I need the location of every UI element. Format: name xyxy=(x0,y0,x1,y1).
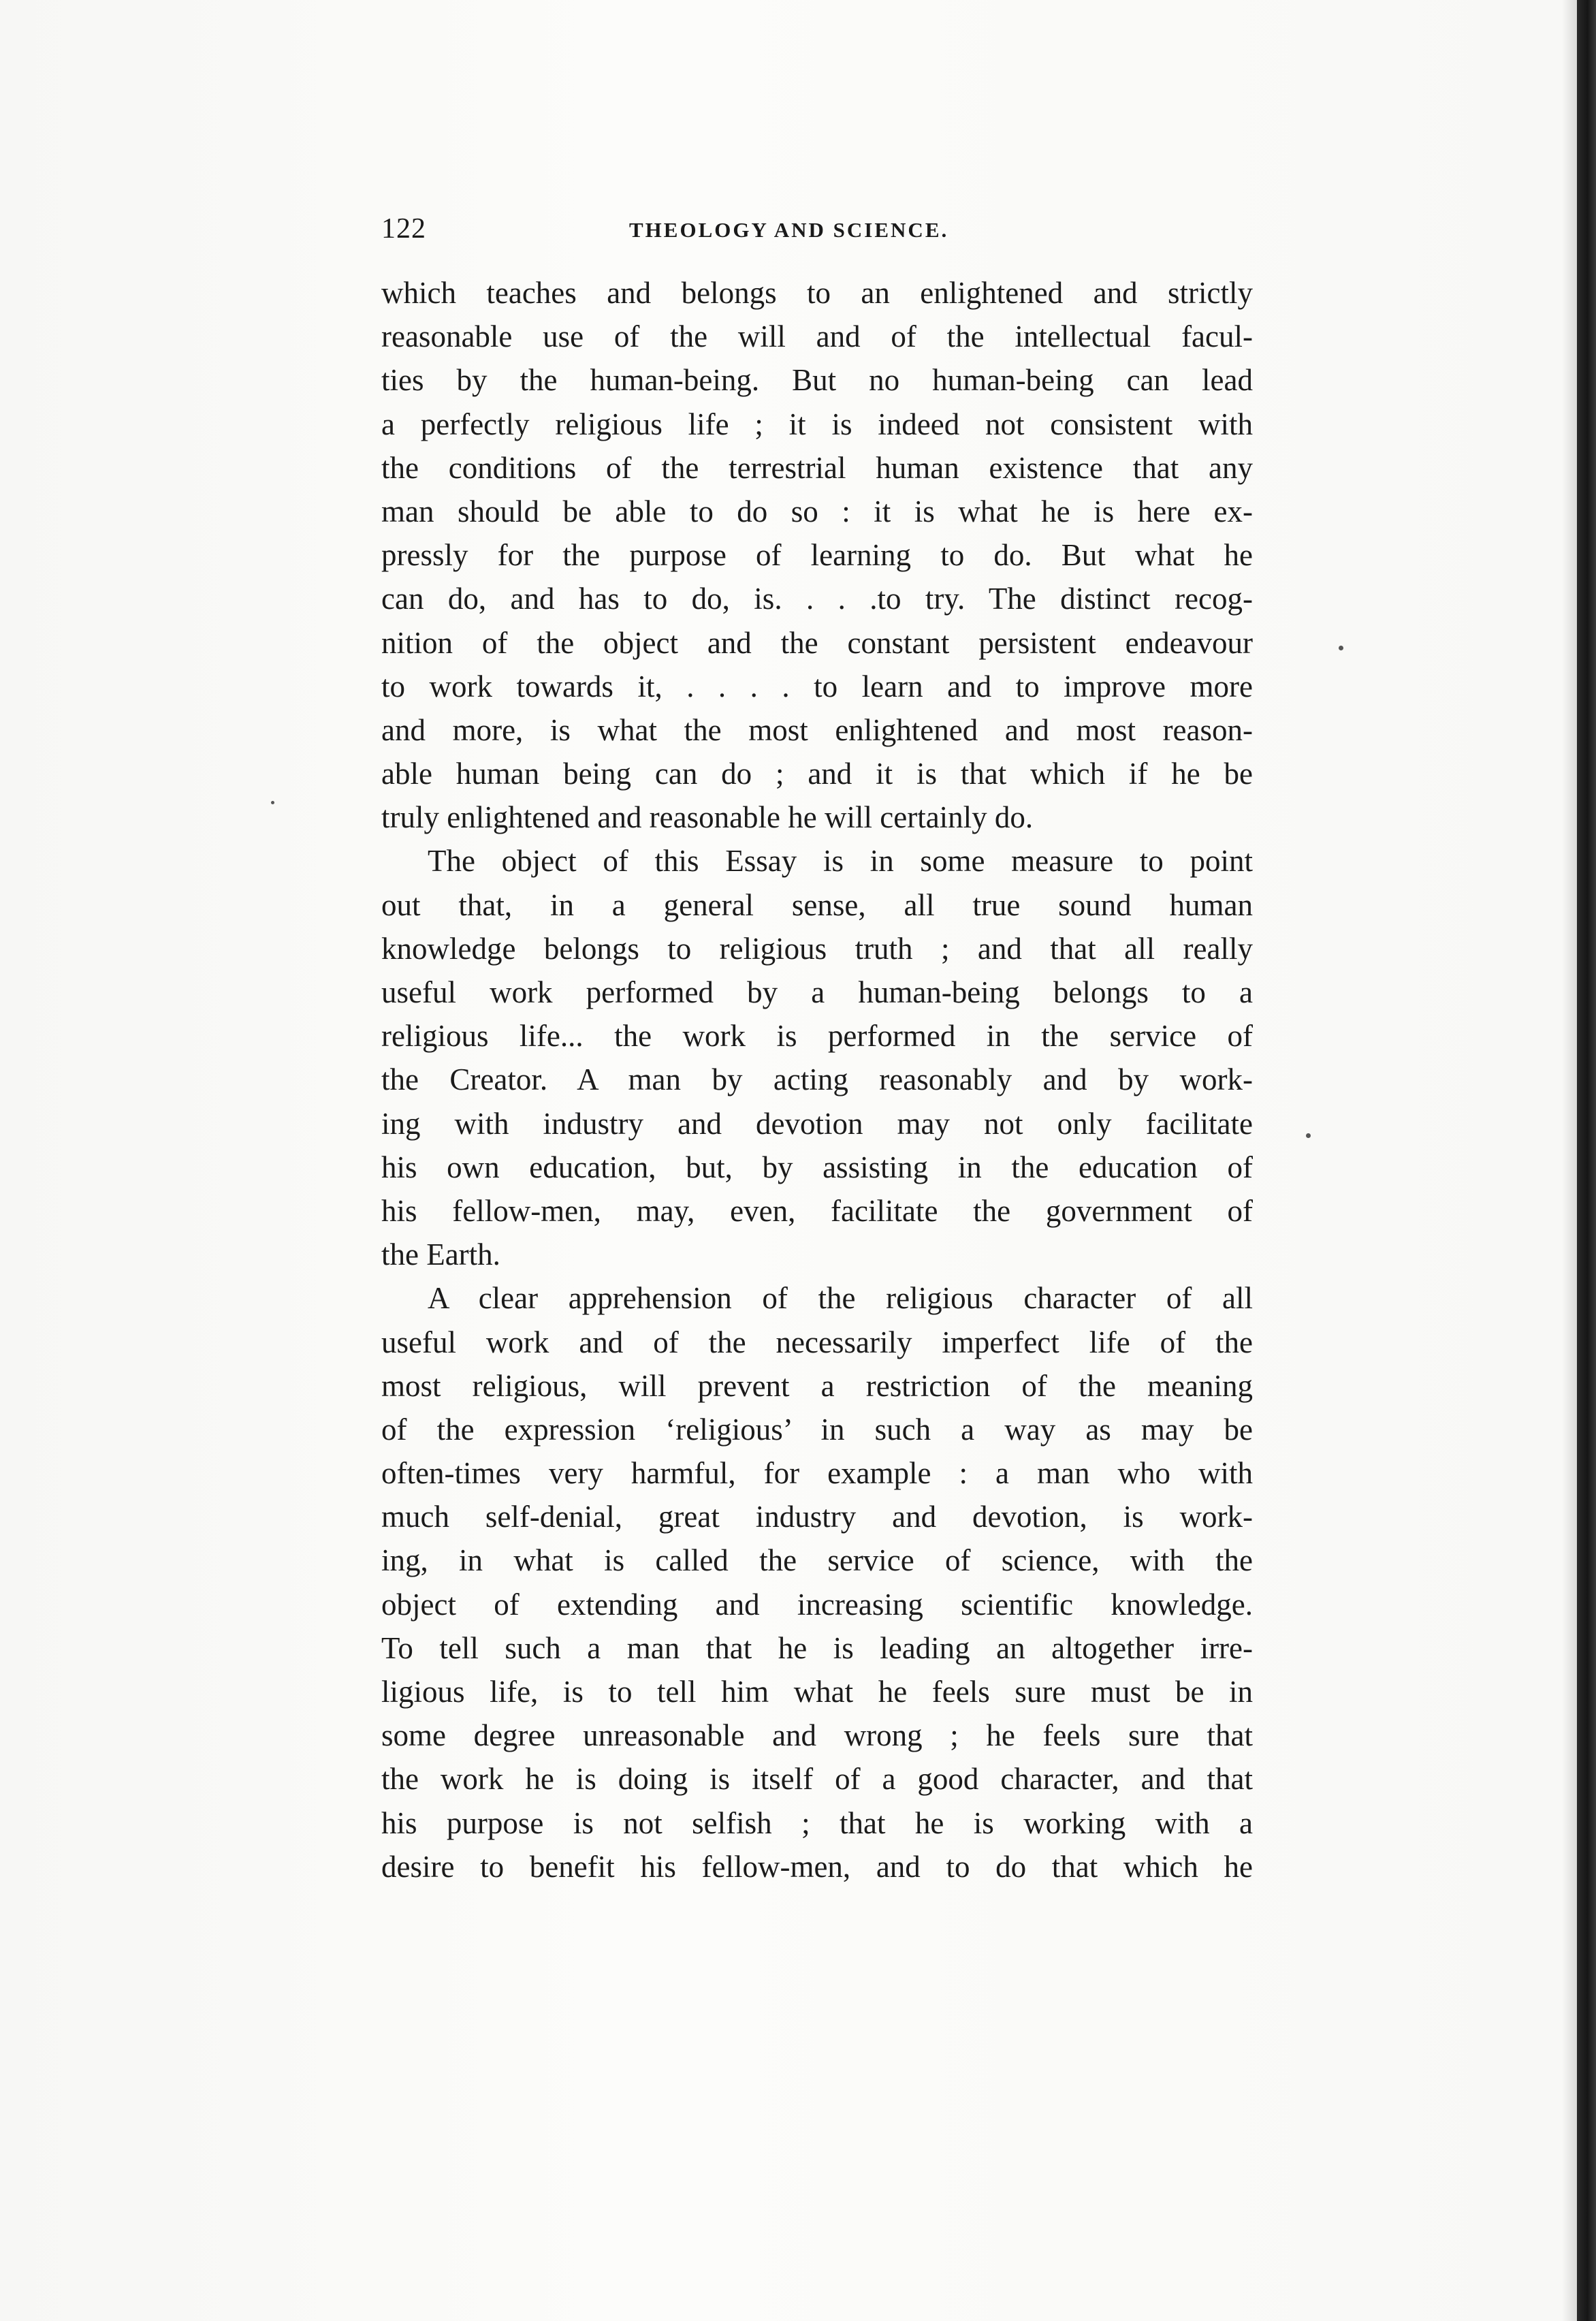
text-line: ing with industry and devotion may not only facilitate xyxy=(381,1106,1253,1141)
page-number: 122 xyxy=(381,213,426,244)
text-line: desire to benefit his fellow-men, and to do that which he xyxy=(381,1849,1253,1884)
text-line: the conditions of the terrestrial human existence that any xyxy=(381,450,1253,485)
text-line: some degree unreasonable and wrong ; he feels sure that xyxy=(381,1718,1253,1753)
running-head xyxy=(381,212,1266,253)
text-line: ties by the human-being. But no human-being can lead xyxy=(381,363,1253,398)
text-line: which teaches and belongs to an enlightened and strictly xyxy=(381,276,1253,310)
text-line: truly enlightened and reasonable he will certainly do. xyxy=(381,800,1034,835)
paragraph-start-line: A clear apprehension of the religious character of all xyxy=(428,1281,1253,1316)
text-line: often-times very harmful, for example : a man who with xyxy=(381,1456,1253,1491)
text-line: To tell such a man that he is leading an altogether irre- xyxy=(381,1630,1253,1665)
text-line: nition of the object and the constant persistent endeavour xyxy=(381,625,1253,660)
text-line: useful work and of the necessarily imperfect life of the xyxy=(381,1325,1253,1359)
text-line: and more, is what the most enlightened and most reason- xyxy=(381,712,1253,747)
text-line: pressly for the purpose of learning to do. But what he xyxy=(381,538,1253,573)
text-line: knowledge belongs to religious truth ; and that all really xyxy=(381,931,1253,966)
text-line: reasonable use of the will and of the intellectual facul- xyxy=(381,319,1253,354)
text-line: most religious, will prevent a restriction of the meaning xyxy=(381,1368,1253,1403)
paper-speck xyxy=(1339,646,1343,650)
text-line: object of extending and increasing scientific knowledge. xyxy=(381,1587,1253,1622)
body-text xyxy=(381,271,1253,1889)
text-line: the work he is doing is itself of a good character, and that xyxy=(381,1762,1253,1797)
text-line: his purpose is not selfish ; that he is working with a xyxy=(381,1805,1253,1840)
text-line: ligious life, is to tell him what he feels sure must be in xyxy=(381,1675,1253,1709)
text-line: to work towards it, . . . . to learn and to improve more xyxy=(381,669,1253,704)
text-line: able human being can do ; and it is that which if he be xyxy=(381,757,1253,791)
text-line: his fellow-men, may, even, facilitate the government of xyxy=(381,1193,1253,1228)
paper-speck xyxy=(1306,1133,1311,1138)
running-title: THEOLOGY AND SCIENCE. xyxy=(629,218,949,242)
page-edge-binding xyxy=(1577,0,1596,2321)
text-line: man should be able to do so : it is what he is here ex- xyxy=(381,494,1253,528)
text-line: the Earth. xyxy=(381,1237,500,1272)
text-line: out that, in a general sense, all true sound human xyxy=(381,887,1253,922)
text-line: of the expression ‘religious’ in such a way as may be xyxy=(381,1412,1253,1447)
text-line: religious life... the work is performed in the service of xyxy=(381,1019,1253,1054)
text-line: ing, in what is called the service of science, with the xyxy=(381,1543,1253,1578)
text-line: can do, and has to do, is. . . .to try. The distinct recog- xyxy=(381,582,1253,616)
spine-shadow xyxy=(1562,0,1577,2321)
text-line: a perfectly religious life ; it is indeed not consistent with xyxy=(381,407,1253,441)
paragraph-start-line: The object of this Essay is in some measure to point xyxy=(428,844,1253,879)
text-line: much self-denial, great industry and devotion, is work- xyxy=(381,1500,1253,1534)
paper-speck xyxy=(271,801,274,804)
text-line: useful work performed by a human-being belongs to a xyxy=(381,975,1253,1009)
text-line: his own education, but, by assisting in the education of xyxy=(381,1150,1253,1184)
text-line: the Creator. A man by acting reasonably and by work- xyxy=(381,1062,1253,1097)
